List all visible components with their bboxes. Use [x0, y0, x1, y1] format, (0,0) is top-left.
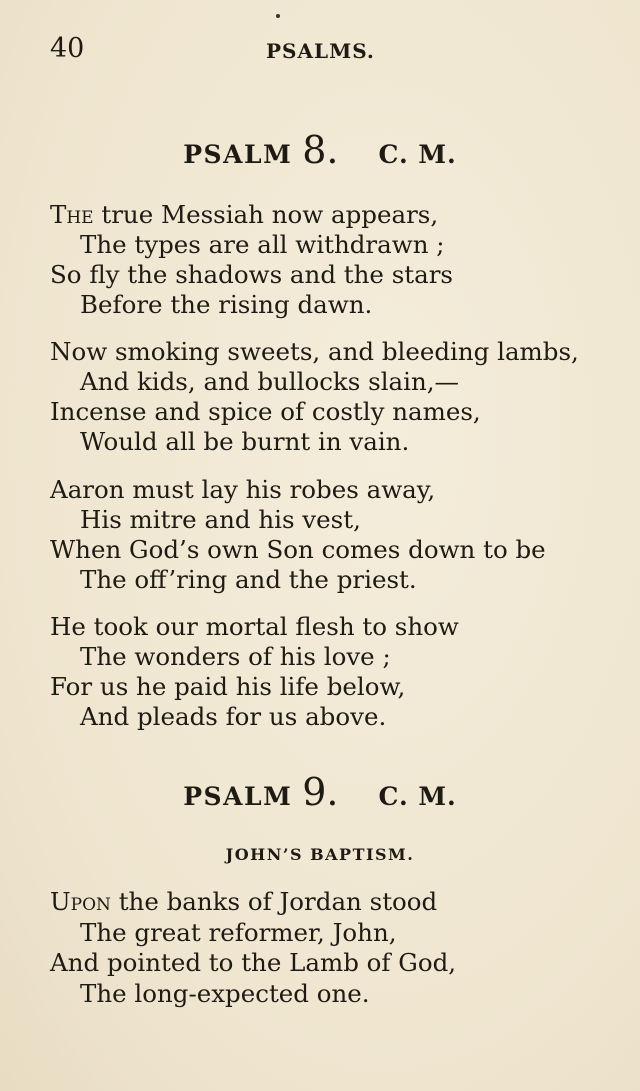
psalm-9-number: 9. [302, 770, 339, 814]
verse-line: And pointed to the Lamb of God, [50, 948, 457, 977]
verse-line: The off’ring and the priest. [80, 565, 417, 594]
verse-line-rest: the banks of Jordan stood [110, 887, 438, 916]
verse-line-rest: true Messiah now appears, [93, 200, 439, 229]
verse-line: The wonders of his love ; [80, 642, 391, 671]
verse-line: Aaron must lay his robes away, [50, 475, 436, 504]
verse-line: He took our mortal flesh to show [50, 612, 459, 641]
verse-line: Would all be burnt in vain. [80, 427, 410, 456]
running-head: PSALMS. [266, 39, 375, 63]
verse-line: Incense and spice of costly names, [50, 397, 481, 426]
verse-line: The great reformer, John, [80, 918, 397, 947]
verse-line [50, 200, 438, 230]
verse-line: And kids, and bullocks slain,— [80, 367, 460, 396]
print-speck [276, 14, 280, 18]
psalm-9-heading [0, 770, 640, 814]
verse-line: The types are all withdrawn ; [80, 230, 445, 259]
verse-line: And pleads for us above. [80, 702, 387, 731]
verse-line: For us he paid his life below, [50, 672, 406, 701]
verse-line: So fly the shadows and the stars [50, 260, 454, 289]
page-number: 40 [50, 33, 85, 64]
verse-line: The long-expected one. [80, 979, 370, 1008]
psalm-9-meter: C. M. [378, 782, 457, 811]
verse-line: His mitre and his vest, [80, 505, 361, 534]
psalm-8-heading [0, 128, 640, 172]
drop-word: Upon [50, 887, 111, 916]
verse-line: Now smoking sweets, and bleeding lambs, [50, 337, 579, 366]
psalm-9-word: PSALM [183, 782, 293, 811]
verse-line: Before the rising dawn. [80, 290, 373, 319]
verse-line [50, 887, 437, 917]
verse-line: When God’s own Son comes down to be [50, 535, 546, 564]
psalm-8-word: PSALM [183, 140, 293, 169]
psalm-8-number: 8. [302, 128, 339, 172]
psalm-8-meter: C. M. [378, 140, 457, 169]
drop-word: The [50, 200, 94, 229]
psalm-9-subtitle: JOHN’S BAPTISM. [225, 845, 415, 864]
